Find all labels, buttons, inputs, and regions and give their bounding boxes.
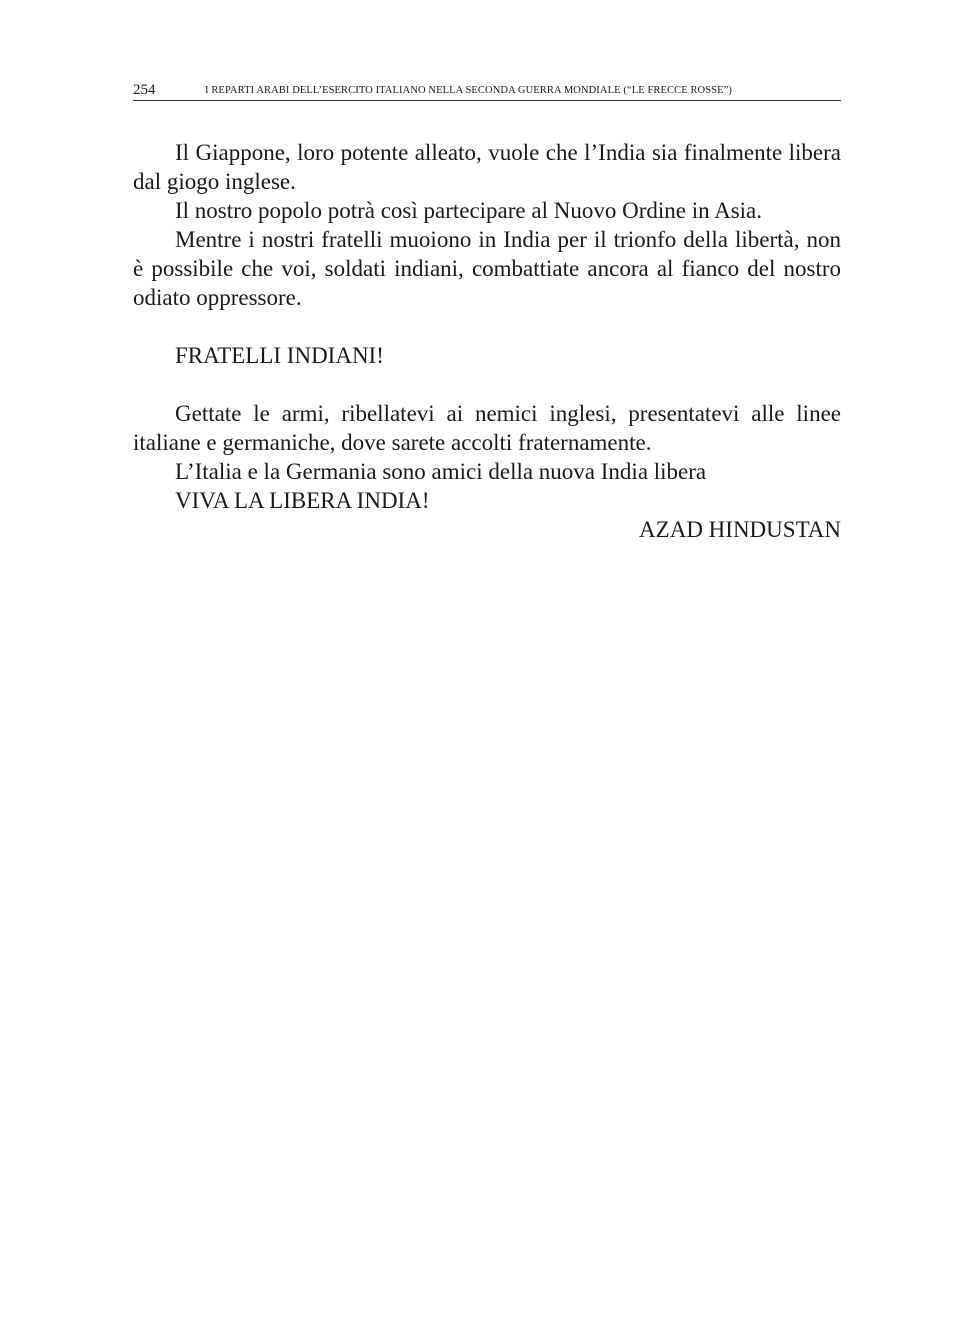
paragraph: VIVA LA LIBERA INDIA! <box>175 488 430 513</box>
body-text <box>133 138 841 544</box>
paragraph-gap <box>133 370 841 399</box>
paragraph: L’Italia e la Germania sono amici della nuova India libera <box>175 459 707 484</box>
paragraph: Mentre i nostri fratelli muoiono in India per il trionfo della libertà, non è possibile che voi, soldati indiani, combattiate ancora al fianco del nostro odiato oppressore. <box>133 227 841 310</box>
paragraph: Il Giappone, loro potente alleato, vuole che l’India sia finalmente libera dal giogo inglese. <box>133 140 841 194</box>
paragraph: Gettate le armi, ribellatevi ai nemici inglesi, presentatevi alle linee italiane e germaniche, dove sarete accolti fraternamente. <box>133 401 841 455</box>
page-number: 254 <box>133 82 156 98</box>
paragraph: Il nostro popolo potrà così partecipare al Nuovo Ordine in Asia. <box>175 198 762 223</box>
running-header <box>133 80 841 101</box>
paragraph-gap <box>133 312 841 341</box>
running-title: I REPARTI ARABI DELL’ESERCITO ITALIANO NELLA SECONDA GUERRA MONDIALE (“LE FRECCE ROSSE”) <box>205 85 732 96</box>
section-heading: FRATELLI INDIANI! <box>175 343 384 368</box>
signature: AZAD HINDUSTAN <box>639 517 841 542</box>
